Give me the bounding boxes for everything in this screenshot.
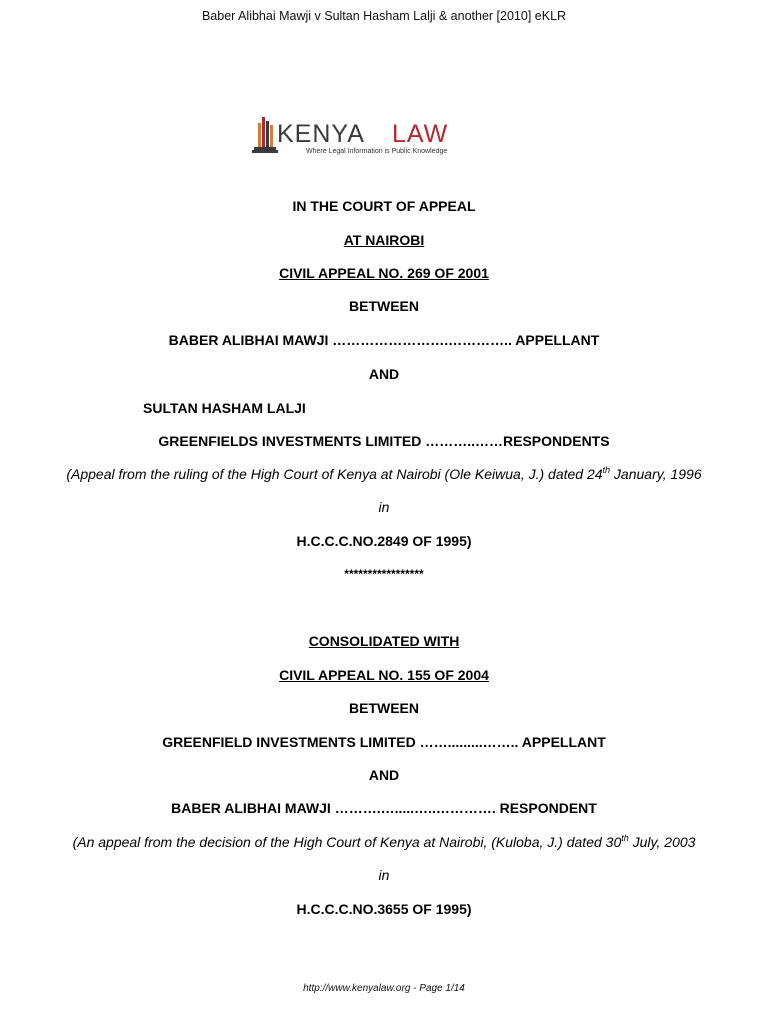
appeal-origin-1: (Appeal from the ruling of the High Court of Kenya at Nairobi (Ole Keiwua, J.) dated 24th January, 1996 (66, 465, 702, 482)
appeal-number-1: CIVIL APPEAL NO. 269 OF 2001 (279, 265, 489, 281)
in-1: in (378, 499, 390, 515)
and-1: AND (368, 366, 400, 382)
between-1: BETWEEN (349, 298, 419, 314)
logo-word-primary: KENYA (277, 120, 365, 148)
kenya-law-logo-icon (252, 113, 464, 157)
respondent-1: SULTAN HASHAM LALJI (143, 400, 306, 416)
and-2: AND (368, 767, 400, 783)
appellant-line-2: GREENFIELD INVESTMENTS LIMITED …….........…….. APPELLANT (162, 734, 606, 750)
in-2: in (378, 867, 390, 883)
appeal-number-2: CIVIL APPEAL NO. 155 OF 2004 (279, 667, 489, 683)
consolidated-heading: CONSOLIDATED WITH (308, 633, 460, 649)
between-2: BETWEEN (349, 700, 419, 716)
court-location: AT NAIROBI (343, 232, 425, 248)
page-footer[interactable]: http://www.kenyalaw.org - Page 1/14 (303, 983, 465, 994)
hccc-number-1: H.C.C.C.NO.2849 OF 1995) (296, 533, 472, 549)
respondent-line-1: GREENFIELDS INVESTMENTS LIMITED ………..……RESPONDENTS (158, 433, 610, 449)
hccc-number-2: H.C.C.C.NO.3655 OF 1995) (296, 901, 472, 917)
appeal-origin-2: (An appeal from the decision of the High Court of Kenya at Nairobi, (Kuloba, J.) dated 30th July, 2003 (72, 833, 696, 850)
document-header: Baber Alibhai Mawji v Sultan Hasham Lalji & another [2010] eKLR (201, 9, 567, 23)
kenya-law-logo (252, 113, 464, 157)
appellant-line-1: BABER ALIBHAI MAWJI …………………….………….. APPELLANT (168, 332, 600, 348)
logo-word-accent: LAW (392, 120, 449, 148)
court-title: IN THE COURT OF APPEAL (292, 198, 476, 214)
respondent-line-2: BABER ALIBHAI MAWJI ……….….....…..…………. RESPONDENT (171, 800, 597, 816)
logo-tagline: Where Legal Information is Public Knowledge (306, 148, 448, 155)
separator-stars: ***************** (344, 567, 424, 581)
